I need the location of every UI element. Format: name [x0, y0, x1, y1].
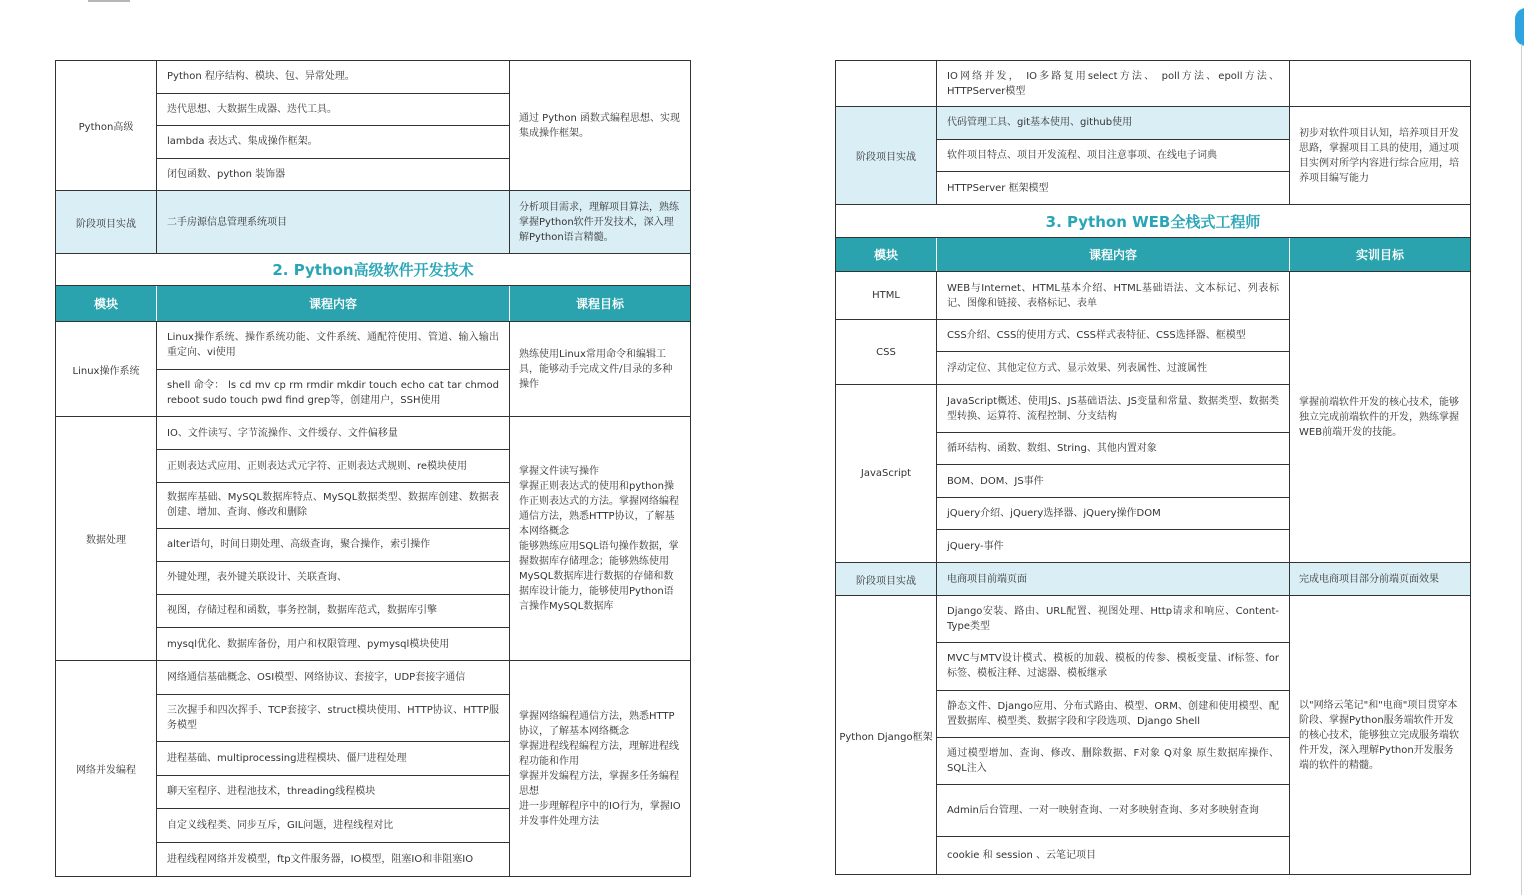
- header-module: 模块: [56, 286, 157, 321]
- content-item: jQuery介绍、jQuery选择器、jQuery操作DOM: [937, 498, 1289, 530]
- right-page: [835, 60, 1471, 875]
- content-cell: [937, 272, 1290, 562]
- content-item: 二手房源信息管理系统项目: [167, 216, 287, 228]
- content-item: Django安装、路由、URL配置、视图处理、Http请求和响应、Content-Type类型: [937, 596, 1289, 643]
- content-item: IO网络并发， IO多路复用select方法、 poll方法、epoll方法、HTTPServer模型: [947, 70, 1279, 97]
- content-cell: [157, 661, 510, 876]
- module-cell: 阶段项目实战: [836, 563, 937, 595]
- module-cell: Linux操作系统: [56, 322, 157, 416]
- side-tab[interactable]: [1515, 8, 1524, 46]
- table-header: [55, 286, 691, 322]
- header-content: 课程内容: [157, 286, 510, 321]
- left-page: [55, 60, 691, 877]
- content-item: 外键处理，表外键关联设计、关联查询、: [157, 562, 509, 595]
- module-cell: 网络并发编程: [56, 661, 157, 876]
- content-item: CSS介绍、CSS的使用方式、CSS样式表特征、CSS选择器、框模型: [937, 320, 1289, 352]
- content-item: 进程线程网络并发模型，ftp文件服务器，IO模型，阻塞IO和非阻塞IO: [167, 854, 474, 866]
- content-cell: [937, 563, 1290, 595]
- content-item: Linux操作系统、操作系统功能、文件系统、通配符使用、管道、输入输出重定向、vi使用: [157, 322, 509, 370]
- content-item: HTTPServer 框架模型: [937, 172, 1289, 204]
- content-item: Admin后台管理、一对一映射查询、一对多映射查询、多对多映射查询: [937, 785, 1289, 837]
- table-header: [835, 238, 1471, 272]
- row-frontend: [835, 272, 1471, 563]
- content-item: 自定义线程类、同步互斥，GIL问题，进程线程对比: [157, 809, 509, 843]
- content-item: 浮动定位、其他定位方式、显示效果、列表属性、过渡属性: [937, 352, 1289, 385]
- module-cell: Python高级: [56, 61, 157, 190]
- content-item: 软件项目特点、项目开发流程、项目注意事项、在线电子词典: [937, 140, 1289, 173]
- content-item: 静态文件、Django应用、分布式路由、模型、ORM、创建和使用模型、配置数据库、模型类、数据字段和字段选项、Django Shell: [937, 691, 1289, 738]
- page-corner-mark: [88, 0, 130, 2]
- row-stage-project-1: [835, 107, 1471, 205]
- module-cell-css: CSS: [836, 320, 936, 385]
- content-item: BOM、DOM、JS事件: [937, 465, 1289, 498]
- row-python-advanced: [55, 60, 691, 191]
- content-cell: [157, 191, 510, 253]
- section-title: 2. Python高级软件开发技术: [55, 254, 691, 286]
- content-item: lambda 表达式、集成操作框架。: [157, 126, 509, 159]
- module-cell: 数据处理: [56, 417, 157, 660]
- content-item: 视图，存储过程和函数，事务控制，数据库范式，数据库引擎: [157, 595, 509, 628]
- module-cell: 阶段项目实战: [836, 107, 937, 204]
- goal-cell: 掌握文件读写操作 掌握正则表达式的使用和python操作正则表达式的方法。掌握网络编程通信方法，熟悉HTTP协议，了解基本网络概念 能够熟练应用SQL语句操作数据，掌握数据库存储理念；能够熟练使用MySQL数据库进行数据的存储和数据库设计能力，能够使用Python语言操作MySQL数据库: [519, 465, 679, 612]
- content-item: cookie 和 session 、云笔记项目: [947, 849, 1097, 861]
- page-divider: [1521, 44, 1522, 895]
- header-content: 课程内容: [937, 238, 1290, 271]
- content-item: IO、文件读写、字节流操作、文件缓存、文件偏移量: [157, 417, 509, 450]
- row-stage-project-2: [835, 563, 1471, 596]
- content-item: 电商项目前端页面: [947, 573, 1027, 585]
- content-cell: [937, 107, 1290, 204]
- goal-cell: 掌握前端软件开发的核心技术，能够独立完成前端软件的开发，熟练掌握WEB前端开发的技能。: [1299, 396, 1459, 438]
- row-network: [55, 661, 691, 877]
- content-cell: [937, 61, 1290, 106]
- content-item: WEB与Internet、HTML基本介绍、HTML基础语法、文本标记、列表标记、图像和链接、表格标记、表单: [937, 272, 1289, 320]
- content-item: mysql优化、数据库备份，用户和权限管理、pymysql模块使用: [167, 638, 450, 650]
- header-module: 模块: [836, 238, 937, 271]
- row-stage-project: [55, 191, 691, 254]
- content-cell: [157, 61, 510, 190]
- module-column: [836, 272, 937, 562]
- goal-cell: 熟练使用Linux常用命令和编辑工具，能够动手完成文件/目录的多种操作: [519, 348, 673, 390]
- content-item: alter语句，时间日期处理、高级查询，聚合操作，索引操作: [157, 529, 509, 562]
- content-item: 网络通信基础概念、OSI模型、网络协议、套接字，UDP套接字通信: [157, 661, 509, 695]
- goal-cell: 初步对软件项目认知，培养项目开发思路，掌握项目工具的使用，通过项目实例对所学内容进行综合应用，培养项目编写能力: [1290, 107, 1470, 204]
- goal-cell: 以"网络云笔记"和"电商"项目贯穿本阶段、掌握Python服务端软件开发的核心技术，能够独立完成服务端软件开发，深入理解Python开发服务端的软件的精髓。: [1299, 699, 1459, 771]
- content-item: 数据库基础、MySQL数据库特点、MySQL数据类型、数据库创建、数据表创建、增加、查询、修改和删除: [157, 483, 509, 529]
- content-cell: [937, 596, 1290, 874]
- content-cell: [157, 417, 510, 660]
- content-item: Python 程序结构、模块、包、异常处理。: [157, 61, 509, 94]
- content-item: shell 命令： ls cd mv cp rm rmdir mkdir touch echo cat tar chmod reboot sudo touch pwd find grep等，创建用户，SSH使用: [167, 379, 499, 406]
- goal-cell: 通过 Python 函数式编程思想、实现集成操作框架。: [519, 112, 681, 139]
- content-item: 通过模型增加、查询、修改、删除数据、F对象 Q对象 原生数据库操作、SQL注入: [937, 738, 1289, 785]
- content-item: 聊天室程序、进程池技术，threading线程模块: [157, 776, 509, 810]
- content-item: 正则表达式应用、正则表达式元字符、正则表达式规则、re模块使用: [157, 450, 509, 483]
- goal-cell: 掌握网络编程通信方法，熟悉HTTP协议，了解基本网络概念 掌握进程线程编程方法，理解进程线程功能和作用 掌握并发编程方法，掌握多任务编程思想 进一步理解程序中的IO行为，掌握IO并发事件处理方法: [519, 710, 681, 827]
- goal-cell: [1290, 61, 1470, 106]
- module-cell: Python Django框架: [836, 596, 937, 874]
- row-io-concurrency: [835, 60, 1471, 107]
- content-item: JavaScript概述、使用JS、JS基础语法、JS变量和常量、数据类型、数据类型转换、运算符、流程控制、分支结构: [937, 385, 1289, 433]
- goal-cell: 分析项目需求，理解项目算法，熟练掌握Python软件开发技术，深入理解Python语言精髓。: [510, 191, 690, 253]
- content-item: 三次握手和四次挥手、TCP套接字、struct模块使用、HTTP协议、HTTP服务模型: [157, 695, 509, 742]
- row-django: [835, 596, 1471, 875]
- module-cell: [836, 61, 937, 106]
- module-cell: 阶段项目实战: [56, 191, 157, 253]
- content-item: jQuery-事件: [947, 540, 1004, 552]
- content-item: 进程基础、multiprocessing进程模块、僵尸进程处理: [157, 742, 509, 776]
- module-cell-html: HTML: [836, 272, 936, 320]
- row-data-processing: [55, 417, 691, 661]
- content-item: MVC与MTV设计模式、模板的加载、模板的传参、模板变量、if标签、for标签、模板注释、过滤器、模板继承: [937, 643, 1289, 690]
- header-goal: 课程目标: [575, 297, 624, 311]
- content-item: 代码管理工具、git基本使用、github使用: [937, 107, 1289, 140]
- module-cell-javascript: JavaScript: [860, 468, 912, 479]
- section-title: 3. Python WEB全栈式工程师: [835, 205, 1471, 238]
- header-goal: 实训目标: [1355, 248, 1404, 262]
- row-linux: [55, 322, 691, 417]
- content-item: 循环结构、函数、数组、String、其他内置对象: [937, 433, 1289, 465]
- content-item: 闭包函数、python 装饰器: [167, 168, 286, 180]
- content-cell: [157, 322, 510, 416]
- content-item: 迭代思想、大数据生成器、迭代工具。: [157, 94, 509, 127]
- goal-cell: 完成电商项目部分前端页面效果: [1290, 563, 1470, 595]
